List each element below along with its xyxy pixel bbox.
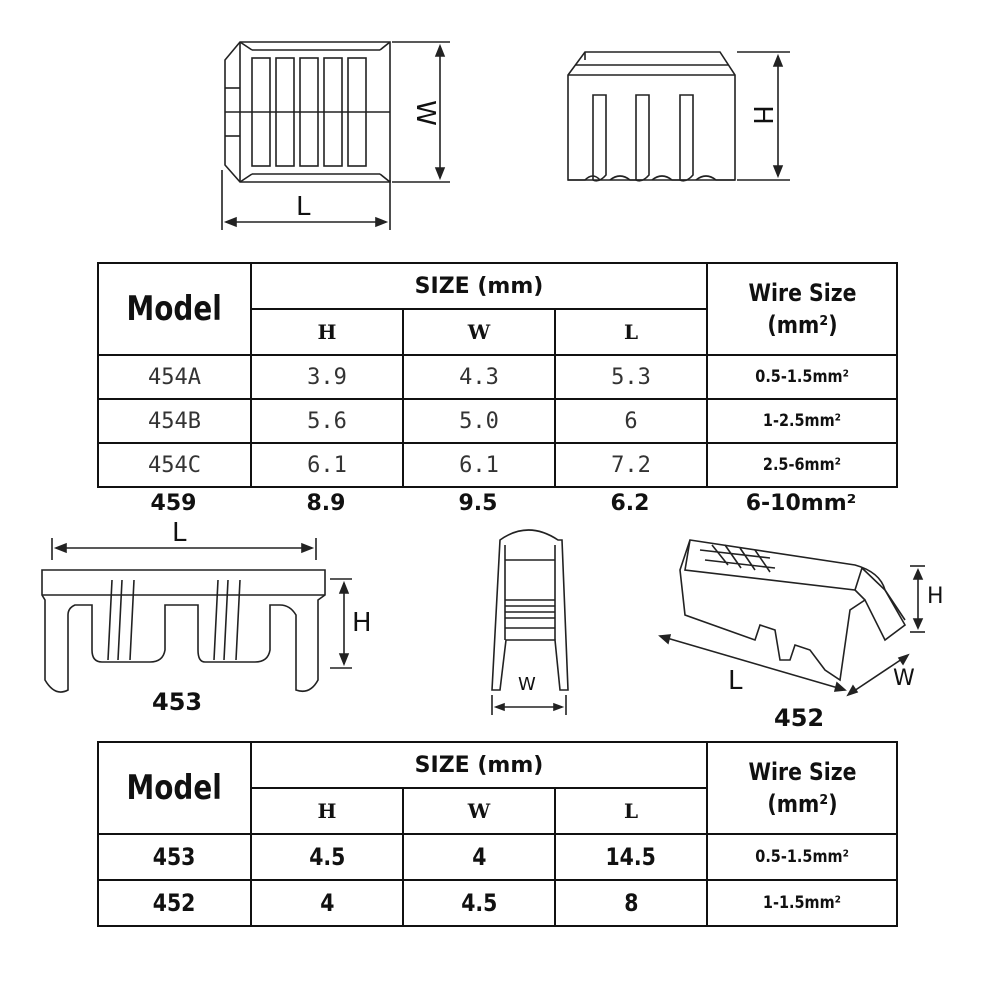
l-header: L bbox=[555, 309, 707, 355]
l-cell: 7.2 bbox=[611, 452, 651, 478]
wire-cell: 0.5-1.5mm² bbox=[755, 847, 849, 867]
w-cell: 9.5 bbox=[458, 490, 498, 516]
h-header: H bbox=[251, 309, 403, 355]
height-label-452: H bbox=[927, 584, 944, 609]
h-cell: 4.5 bbox=[308, 843, 346, 871]
w-header: W bbox=[403, 788, 555, 834]
h-cell: 6.1 bbox=[307, 452, 347, 478]
w-header: W bbox=[403, 309, 555, 355]
l-cell: 14.5 bbox=[605, 843, 657, 871]
w-cell: 4.5 bbox=[460, 889, 498, 917]
w-cell: 4.3 bbox=[459, 364, 499, 390]
wire-size-header: Wire Size (mm²) bbox=[707, 263, 897, 355]
l-cell: 5.3 bbox=[611, 364, 651, 390]
height-label-top-right: H bbox=[746, 105, 777, 125]
model-cell: 453 bbox=[153, 843, 196, 871]
wire-size-header: Wire Size (mm²) bbox=[707, 742, 897, 834]
wire-cell: 1-1.5mm² bbox=[762, 893, 842, 913]
table-row bbox=[98, 355, 897, 399]
wire-cell: 0.5-1.5mm² bbox=[755, 367, 849, 387]
size-header: SIZE (mm) bbox=[251, 263, 707, 309]
dimension-lines-452 bbox=[660, 566, 925, 695]
wire-cell: 2.5-6mm² bbox=[762, 455, 842, 475]
model-cell: 454B bbox=[148, 408, 201, 434]
wire-cell: 6-10mm² bbox=[745, 490, 857, 516]
model-cell: 452 bbox=[153, 889, 196, 917]
width-label-452: W bbox=[893, 666, 915, 691]
table-row bbox=[98, 399, 897, 443]
w-cell: 6.1 bbox=[459, 452, 499, 478]
h-cell: 5.6 bbox=[307, 408, 347, 434]
connector-452-drawing bbox=[680, 540, 905, 680]
h-cell: 4 bbox=[319, 889, 335, 917]
model-header: Model bbox=[98, 742, 251, 834]
connector-453-drawing bbox=[42, 570, 325, 692]
model-cell: 454A bbox=[148, 364, 201, 390]
w-cell: 4 bbox=[471, 843, 487, 871]
model-cell: 454C bbox=[148, 452, 201, 478]
dimension-lines-top-left bbox=[222, 42, 450, 230]
l-cell: 6 bbox=[624, 408, 638, 434]
dimension-lines-453 bbox=[52, 538, 352, 668]
table-row bbox=[98, 880, 897, 926]
l-cell: 6.2 bbox=[610, 490, 650, 516]
spec-table-453-452 bbox=[97, 741, 898, 927]
h-cell: 3.9 bbox=[307, 364, 347, 390]
caption-452: 452 bbox=[774, 704, 825, 732]
table-row bbox=[98, 834, 897, 880]
model-header: Model bbox=[98, 263, 251, 355]
length-label-452: L bbox=[728, 666, 743, 696]
size-header: SIZE (mm) bbox=[251, 742, 707, 788]
w-cell: 5.0 bbox=[459, 408, 499, 434]
model-cell: 459 bbox=[150, 490, 197, 516]
connector-front-view-drawing bbox=[492, 530, 568, 690]
height-label-453: H bbox=[352, 608, 372, 638]
width-label-middle: W bbox=[518, 674, 536, 695]
table-row bbox=[98, 443, 897, 487]
h-cell: 8.9 bbox=[306, 490, 346, 516]
dimension-lines-middle bbox=[492, 695, 566, 715]
length-label-453: L bbox=[172, 518, 187, 548]
wire-cell: 1-2.5mm² bbox=[762, 411, 842, 431]
length-label-top-left: L bbox=[296, 192, 311, 222]
connector-side-view-drawing bbox=[568, 52, 735, 181]
width-label-top-left: W bbox=[409, 100, 440, 126]
spec-table-454 bbox=[97, 262, 898, 488]
connector-top-view-drawing bbox=[225, 42, 390, 182]
l-cell: 8 bbox=[623, 889, 639, 917]
caption-453: 453 bbox=[152, 688, 203, 716]
l-header: L bbox=[555, 788, 707, 834]
h-header: H bbox=[251, 788, 403, 834]
